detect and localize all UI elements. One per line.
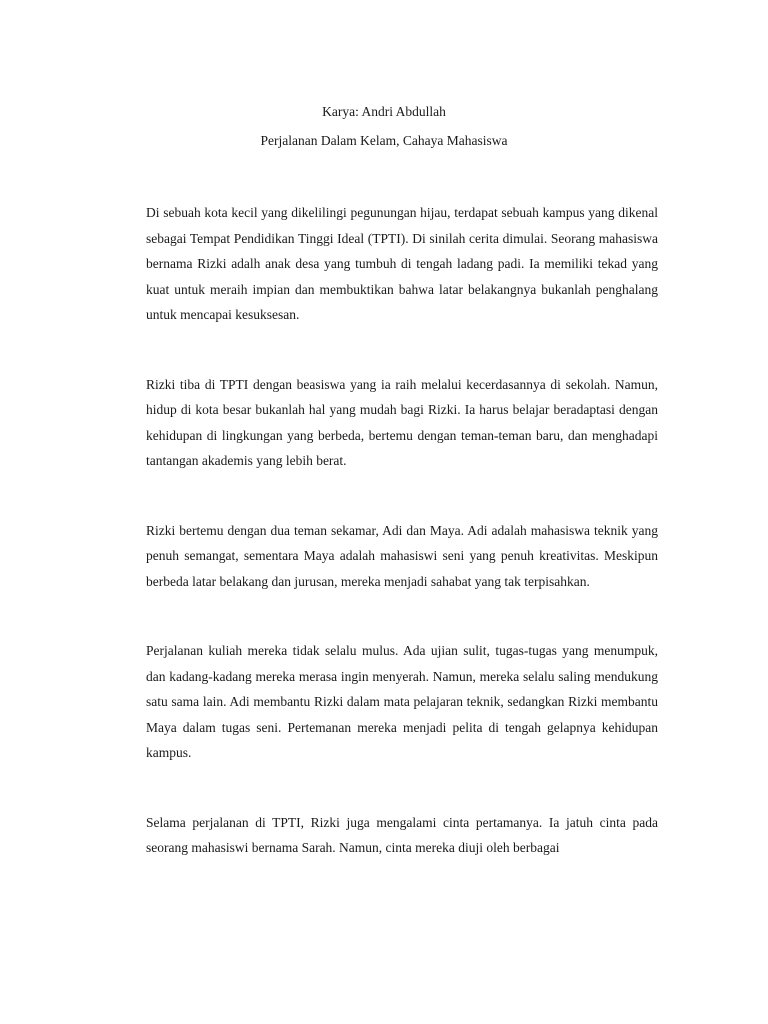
author-line: Karya: Andri Abdullah <box>322 104 446 119</box>
paragraph-5: Selama perjalanan di TPTI, Rizki juga mengalami cinta pertamanya. Ia jatuh cinta pada seorang mahasiswi bernama Sarah. Namun, cinta mereka diuji oleh berbagai <box>146 814 658 855</box>
story-body <box>146 200 658 861</box>
paragraph-4: Perjalanan kuliah mereka tidak selalu mulus. Ada ujian sulit, tugas-tugas yang menumpuk, dan kadang-kadang mereka merasa ingin menyerah. Namun, mereka selalu saling mendukung satu sama lain. Adi membantu Rizki dalam mata pelajaran teknik, sedangkan Rizki membantu Maya dalam tugas seni. Pertemanan mereka menjadi pelita di tengah gelapnya kehidupan kampus. <box>146 643 658 760</box>
paragraph-3: Rizki bertemu dengan dua teman sekamar, Adi dan Maya. Adi adalah mahasiswa teknik yang penuh semangat, sementara Maya adalah mahasiswi seni yang penuh kreativitas. Meskipun berbeda latar belakang dan jurusan, mereka menjadi sahabat yang tak terpisahkan. <box>146 522 658 589</box>
story-title: Perjalanan Dalam Kelam, Cahaya Mahasiswa <box>260 133 508 148</box>
paragraph-1: Di sebuah kota kecil yang dikelilingi pegunungan hijau, terdapat sebuah kampus yang dikenal sebagai Tempat Pendidikan Tinggi Ideal (TPTI). Di sinilah cerita dimulai. Seorang mahasiswa bernama Rizki adalh anak desa yang tumbuh di tengah ladang padi. Ia memiliki tekad yang kuat untuk meraih impian dan membuktikan bahwa latar belakangnya bukanlah penghalang untuk mencapai kesuksesan. <box>146 205 658 322</box>
paragraph-2: Rizki tiba di TPTI dengan beasiswa yang ia raih melalui kecerdasannya di sekolah. Namun, hidup di kota besar bukanlah hal yang mudah bagi Rizki. Ia harus belajar beradaptasi dengan kehidupan di lingkungan yang berbeda, bertemu dengan teman-teman baru, dan menghadapi tantangan akademis yang lebih berat. <box>146 376 658 468</box>
